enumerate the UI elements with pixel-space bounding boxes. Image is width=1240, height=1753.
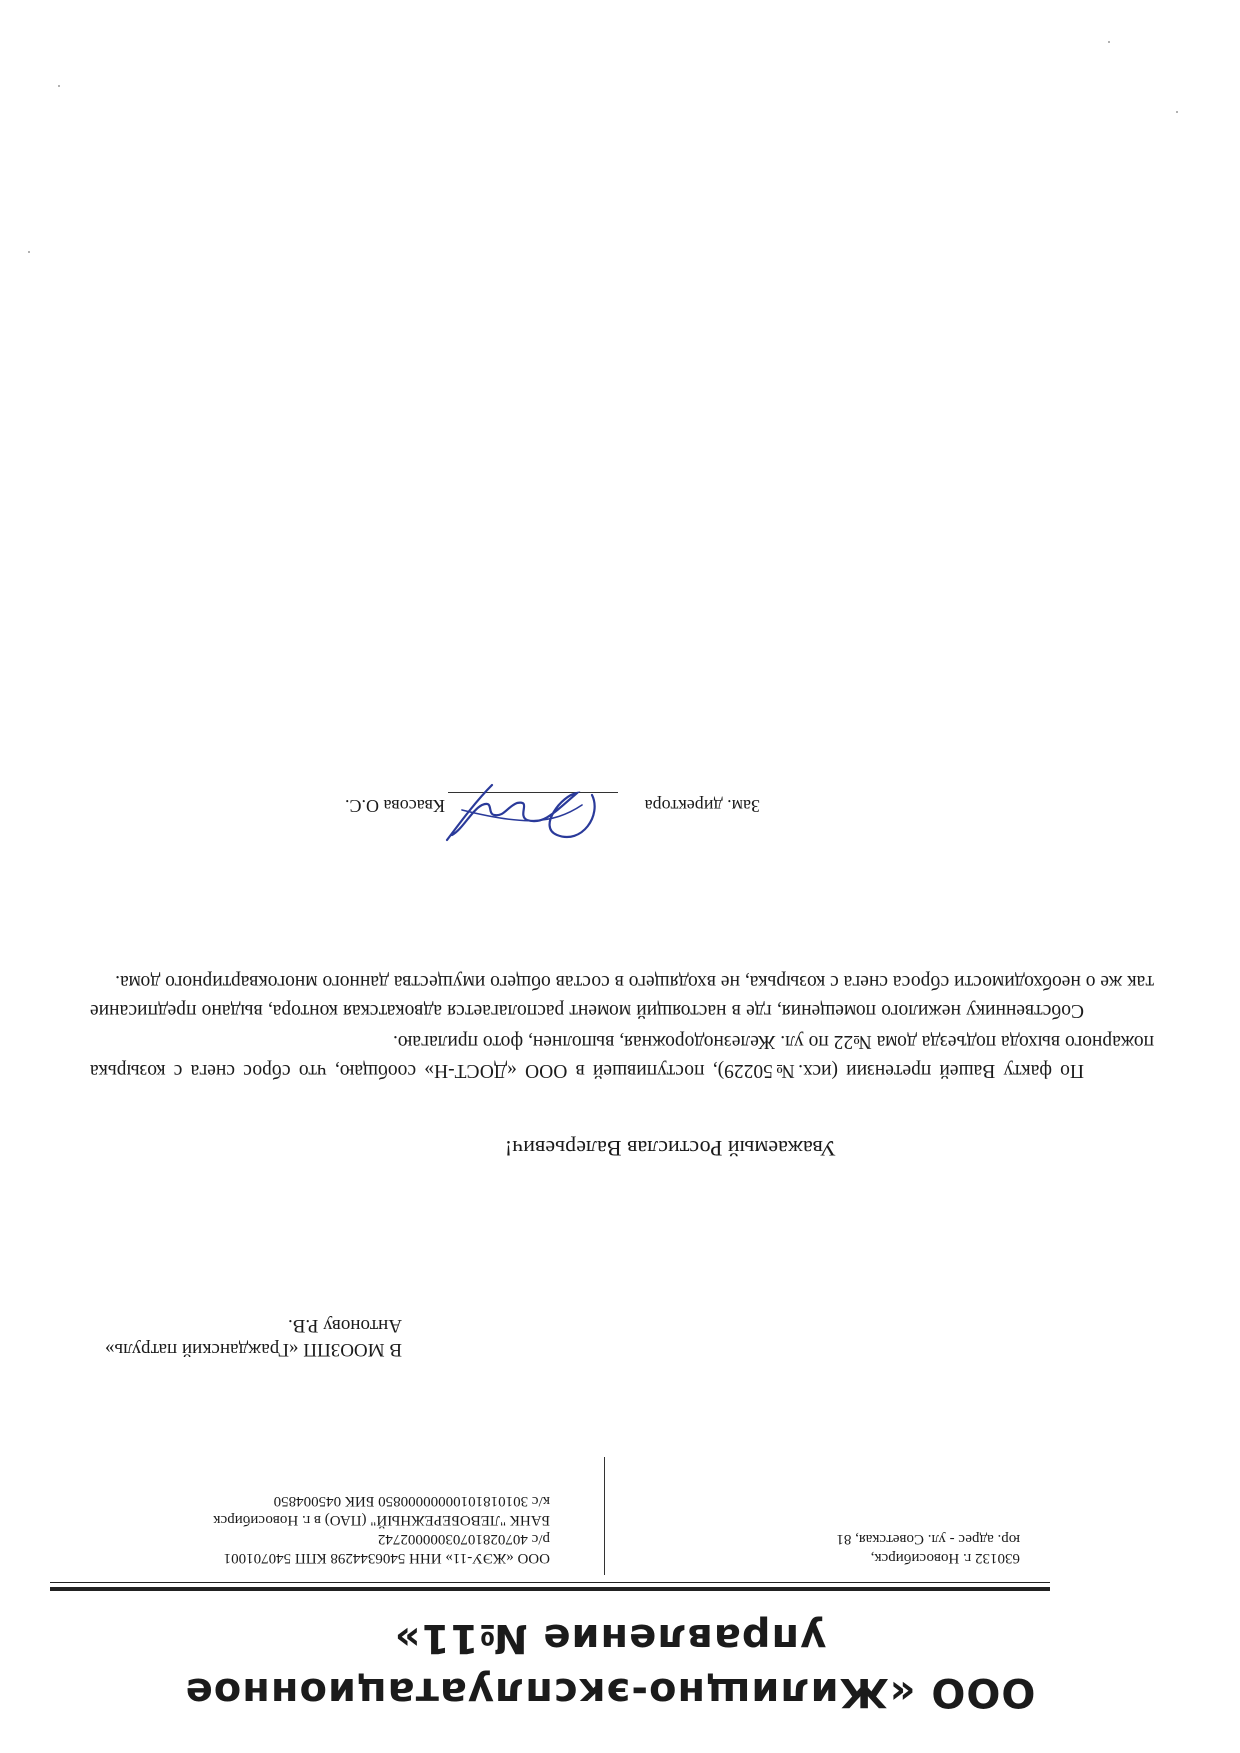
letterhead-title-line1: ООО «Жилищно-эксплуатационное — [184, 1669, 1036, 1715]
letter-body — [90, 967, 1154, 1085]
address-line: 630132 г. Новосибирск, — [870, 1550, 1020, 1566]
body-paragraph: Собственнику нежилого помещения, где в настоящий момент располагается адвокатская контора, выдано предписание так же о необходимости сброса снега с козырька, не входящего в состав общего имущества данного многоквартирного дома. — [90, 971, 1154, 1021]
salutation: Уважаемый Ростислав Валерьевич! — [504, 1136, 836, 1161]
letterhead-rule-thin — [50, 1582, 1050, 1583]
company-details-line: ООО «ЖЭУ-11» ИНН 5406344298 КПП 540701001 — [223, 1550, 550, 1566]
scan-speck — [1176, 111, 1178, 113]
handwritten-signature — [442, 765, 612, 855]
company-details-line: к/с 30101810100000000850 БИК 045004850 — [273, 1493, 550, 1509]
company-details-line: р/с 40702810703000002742 — [377, 1531, 550, 1547]
recipient-person: Антонову Р.В. — [287, 1315, 402, 1336]
letterhead-divider — [604, 1457, 605, 1575]
address-line: юр. адрес - ул. Советская, 81 — [836, 1531, 1020, 1547]
letterhead-title — [170, 1611, 1050, 1719]
recipient-organization: В МООЗПП «Гражданский патруль» — [104, 1339, 402, 1360]
letterhead-rule-thick — [50, 1587, 1050, 1591]
scan-speck — [1108, 41, 1110, 43]
scan-speck — [58, 85, 60, 87]
letterhead-address — [640, 1529, 1020, 1567]
signatory-name: Квасова О.С. — [344, 796, 445, 816]
letterhead-bank-details — [70, 1491, 550, 1567]
letterhead-title-line2: управление №11» — [393, 1615, 827, 1661]
scan-speck — [28, 251, 30, 253]
recipient-block — [32, 1313, 402, 1361]
signatory-position: Зам. директора — [644, 796, 760, 816]
body-paragraph: По факту Вашей претензии (исх.№50229), поступившей в ООО «ДОСТ-Н» сообщаю, что сброс снега с козырька пожарного выхода подъезда дома №22 по ул. Железнодорожная, выполнен, фото прилагаю. — [90, 1031, 1154, 1081]
company-details-line: БАНК "ЛЕВОБЕРЕЖНЫЙ" (ПАО) в г. Новосибирск — [213, 1512, 550, 1528]
